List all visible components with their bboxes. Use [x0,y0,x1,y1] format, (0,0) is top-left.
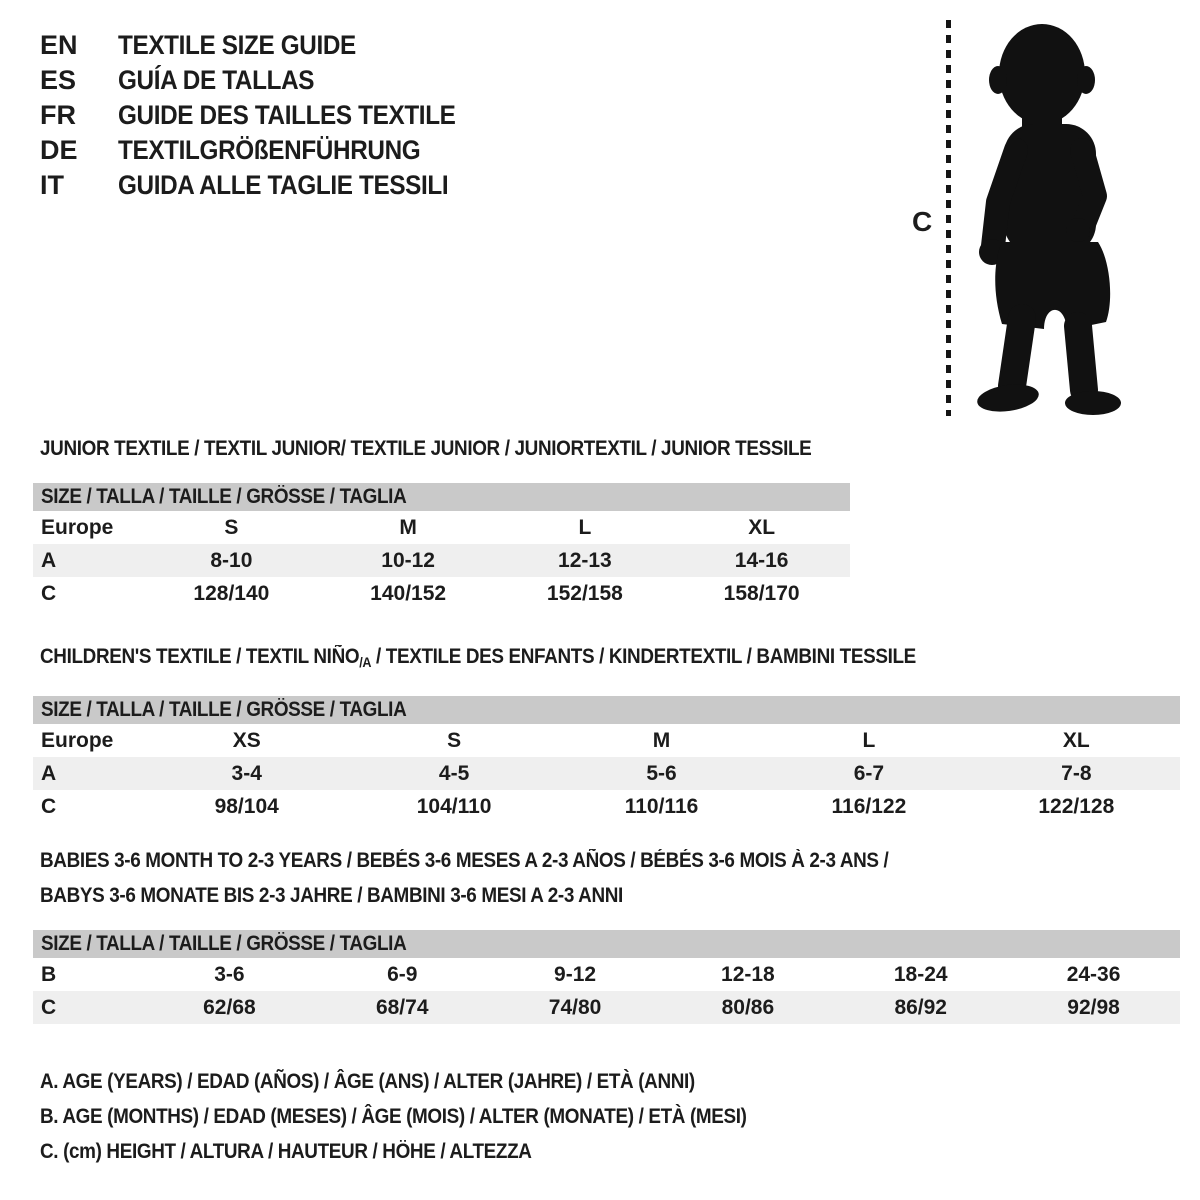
height-cell: 152/158 [546,581,623,605]
children-section-title: CHILDREN'S TEXTILE / TEXTIL $NIÑO_{/A}$ / TEXTILE DES ENFANTS / KINDERTEXTIL / BAMBINI TESSILE [40,645,916,670]
legend-line-age-years: A. AGE (YEARS) / EDAD (AÑOS) / ÂGE (ANS) / ALTER (JAHRE) / ETÀ (ANNI) [40,1070,695,1093]
language-row-es [40,63,493,98]
row-label: B [41,962,57,986]
legend-line-height: C. (cm) HEIGHT / ALTURA / HAUTEUR / HÖHE / ALTEZZA [40,1140,532,1163]
months-cell: 6-9 [387,962,418,986]
size-header-bar: SIZE / TALLA / TAILLE / GRÖSSE / TAGLIA [33,483,850,511]
age-cell: 5-6 [646,761,677,785]
height-cell: 140/152 [370,581,447,605]
height-cell: 92/98 [1067,995,1120,1019]
height-measure-label: C [912,206,933,237]
age-cell: 14-16 [734,548,789,572]
table-row-height [33,790,1180,823]
age-cell: 3-4 [231,761,262,785]
row-label: C [41,581,57,605]
junior-section-title: JUNIOR TEXTILE / TEXTIL JUNIOR/ TEXTILE JUNIOR / JUNIORTEXTIL / JUNIOR TESSILE [40,437,812,460]
height-cell: 104/110 [416,794,492,818]
babies-section-title: BABIES 3-6 MONTH TO 2-3 YEARS / BEBÉS 3-6 MESES A 2-3 AÑOS / BÉBÉS 3-6 MOIS À 2-3 ANS / BABYS 3-6 MONATE BIS 2-3 JAHRE / BAMBINI 3-6 MESI A 2-3 ANNI [40,849,889,907]
language-title: GUIDE DES TAILLES TEXTILE [118,100,456,130]
language-row-it [40,168,493,203]
language-title: GUÍA DE TALLAS [118,65,315,95]
months-cell: 24-36 [1066,962,1121,986]
language-title: GUIDA ALLE TAGLIE TESSILI [118,170,449,200]
height-cell: 110/116 [624,794,699,818]
size-header-bar: SIZE / TALLA / TAILLE / GRÖSSE / TAGLIA [33,930,1180,958]
babies-textile-section [33,843,1180,1024]
language-code: IT [40,170,64,200]
row-label: Europe [41,515,114,539]
size-cell: XL [748,515,776,539]
height-cell: 86/92 [894,995,947,1019]
months-cell: 9-12 [554,962,597,986]
table-row-age [33,544,850,577]
size-cell: XS [232,728,261,752]
toddler-silhouette-icon [962,16,1140,418]
language-title-block [40,28,493,203]
table-row-height [33,991,1180,1024]
junior-textile-section [33,437,850,610]
height-cell: 74/80 [548,995,602,1019]
age-cell: 7-8 [1061,761,1092,785]
height-cell: 158/170 [723,581,800,605]
row-label: A [41,548,57,572]
height-cell: 80/86 [721,995,775,1019]
row-label: A [41,761,57,785]
table-row-age [33,757,1180,790]
language-code: ES [40,65,77,95]
language-code: DE [40,135,78,165]
size-header-bar: SIZE / TALLA / TAILLE / GRÖSSE / TAGLIA [33,696,1180,724]
children-textile-section [33,645,1180,823]
height-cell: 98/104 [214,794,279,818]
size-cell: M [652,728,671,752]
table-row-height [33,577,850,610]
months-cell: 3-6 [214,962,245,986]
language-title: TEXTILE SIZE GUIDE [118,30,356,60]
size-cell: L [862,728,876,752]
size-cell: S [224,515,239,539]
height-dashed-line [946,20,951,416]
row-label: C [41,794,57,818]
legend-line-age-months: B. AGE (MONTHS) / EDAD (MESES) / ÂGE (MOIS) / ALTER (MONATE) / ETÀ (MESI) [40,1105,747,1128]
size-cell: S [447,728,462,752]
height-cell: 128/140 [193,581,270,605]
months-cell: 12-18 [721,962,775,986]
height-cell: 62/68 [203,995,256,1019]
table-row-europe [33,724,1180,757]
height-cell: 116/122 [831,794,907,818]
row-label: Europe [41,728,114,752]
size-cell: L [578,515,592,539]
language-code: EN [40,30,78,60]
age-cell: 12-13 [558,548,612,572]
language-row-de [40,133,493,168]
age-cell: 8-10 [210,548,253,572]
age-cell: 6-7 [853,761,885,785]
table-row-months [33,958,1180,991]
language-row-en [40,28,493,63]
size-cell: XL [1062,728,1090,752]
language-title: TEXTILGRÖßENFÜHRUNG [118,135,421,165]
age-cell: 4-5 [438,761,470,785]
language-row-fr [40,98,493,133]
table-row-europe [33,511,850,544]
size-cell: M [399,515,417,539]
row-label: C [41,995,57,1019]
legend-block [40,1064,825,1169]
height-cell: 122/128 [1038,794,1115,818]
age-cell: 10-12 [381,548,435,572]
months-cell: 18-24 [893,962,948,986]
height-cell: 68/74 [375,995,429,1019]
language-code: FR [40,100,76,130]
